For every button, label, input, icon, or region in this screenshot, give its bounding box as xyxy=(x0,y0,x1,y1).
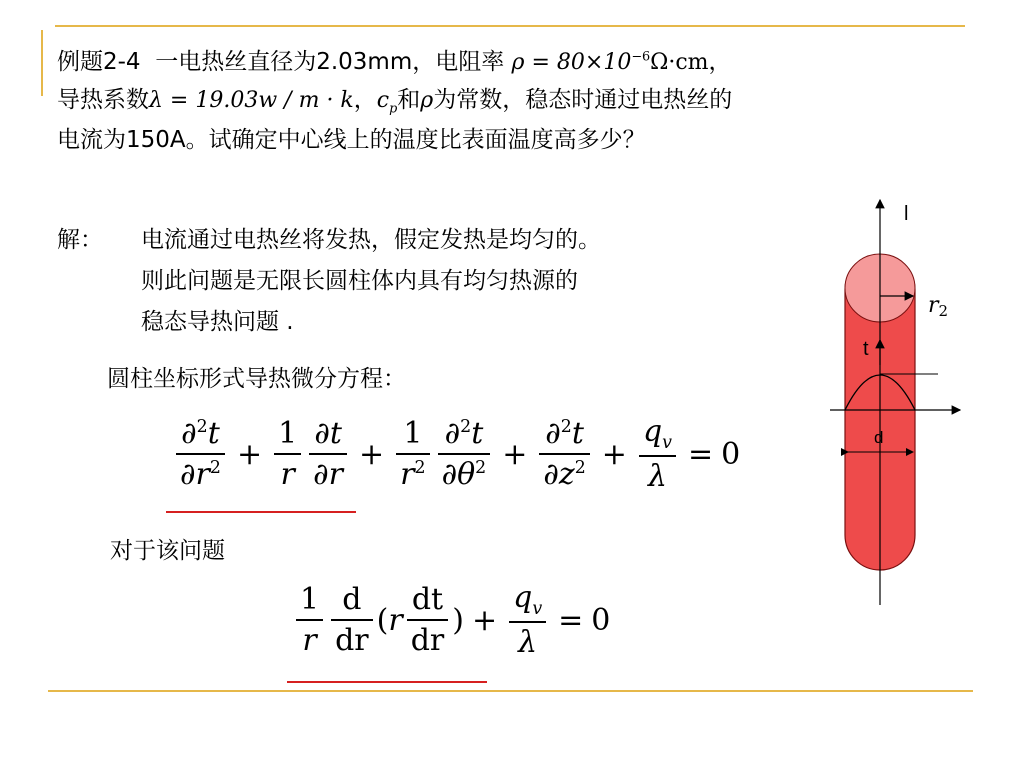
fraction-bar xyxy=(309,453,347,455)
numerator: 1 xyxy=(300,582,320,617)
term-one-over-r xyxy=(296,582,323,658)
plus-sign: + xyxy=(471,602,498,638)
plus-sign: + xyxy=(601,436,627,472)
label-l: l xyxy=(904,203,909,225)
numerator: dt xyxy=(411,582,444,617)
equals-sign: = xyxy=(687,436,714,472)
exponent: 2 xyxy=(475,458,487,478)
cp-sub: p xyxy=(389,101,398,117)
variable-t: t xyxy=(471,416,484,451)
variable-r: r xyxy=(388,602,403,638)
fraction-bar xyxy=(438,453,491,455)
plus-sign: + xyxy=(236,436,263,472)
resistivity-value: ρ = 80×10 xyxy=(511,50,632,75)
partial-symbol: ∂ xyxy=(181,416,197,451)
label-r-sub: 2 xyxy=(938,302,949,320)
denominator: r xyxy=(280,457,295,492)
term-one-over-r xyxy=(274,416,301,492)
partial-symbol: ∂ xyxy=(444,416,461,451)
fraction-bar xyxy=(396,453,429,455)
variable-t: t xyxy=(207,416,220,451)
label-d: d xyxy=(874,428,884,447)
zero: 0 xyxy=(721,436,741,472)
denominator: ∂z xyxy=(543,457,575,492)
conductivity-value: λ = 19.03 xyxy=(149,88,259,113)
solution-line-3: 稳态导热问题 . xyxy=(141,309,294,335)
heat-source-q: q xyxy=(513,580,533,615)
denominator: λ xyxy=(518,625,538,660)
diameter-value: 2.03mm xyxy=(316,49,413,75)
rho-symbol: ρ xyxy=(420,88,434,113)
problem-text: 电流为 xyxy=(57,127,126,153)
numerator: ∂t xyxy=(314,416,342,451)
zero: 0 xyxy=(591,602,611,638)
label-t: t xyxy=(863,338,869,360)
label-r-main: r xyxy=(928,293,939,318)
cylindrical-heat-equation xyxy=(172,414,740,494)
resistivity-exponent: −6 xyxy=(631,49,651,65)
problem-line-3 xyxy=(57,129,646,152)
current-value: 150A xyxy=(126,127,186,153)
term-source xyxy=(639,414,676,494)
denominator: dr xyxy=(410,623,445,658)
top-divider xyxy=(55,25,965,27)
exponent: 2 xyxy=(196,417,208,437)
denominator: ∂θ xyxy=(441,457,476,492)
equals-sign: = xyxy=(558,602,584,638)
bottom-divider xyxy=(48,690,973,692)
simplified-heat-equation xyxy=(292,580,610,660)
heat-source-q: q xyxy=(642,414,663,449)
term-d2t-dz2 xyxy=(539,416,589,492)
problem-text: 。试确定中心线上的温度比表面温度高多少？ xyxy=(185,127,646,153)
problem-line-2: 导热系数λ = 19.03w / m · k，$c_p$和ρ为常数，稳态时通过电热丝的 xyxy=(57,87,733,117)
term-d2t-dr2 xyxy=(176,416,225,492)
exponent: 2 xyxy=(414,458,426,478)
problem-text: 导热系数 xyxy=(57,87,149,113)
conductivity-unit: w / m · k xyxy=(258,88,354,113)
exponent: 2 xyxy=(460,417,472,437)
denominator: r xyxy=(400,457,415,492)
term-one-over-r2 xyxy=(396,416,429,492)
plus-sign: + xyxy=(502,436,528,472)
resistivity-expr xyxy=(512,50,709,75)
problem-text: 一电热丝直径为 xyxy=(155,49,317,75)
fraction-bar xyxy=(539,453,589,455)
eq2-underline xyxy=(287,681,487,683)
left-accent-bar xyxy=(41,30,43,96)
fraction-bar xyxy=(296,619,323,621)
cp-symbol xyxy=(376,88,398,117)
problem-text: 和 xyxy=(397,87,421,113)
term-source xyxy=(509,580,546,660)
denominator: ∂r xyxy=(313,457,344,492)
cylinder-figure xyxy=(820,190,970,610)
fraction-bar xyxy=(407,619,449,621)
subscript: v xyxy=(532,599,543,619)
solution-line-1: 电流通过电热丝将发热，假定发热是均匀的。 xyxy=(141,227,601,253)
for-problem-label: 对于该问题 xyxy=(110,538,225,564)
fraction-bar xyxy=(509,621,546,623)
solution-line-2: 则此问题是无限长圆柱体内具有均匀热源的 xyxy=(141,268,578,294)
exponent: 2 xyxy=(209,458,221,478)
variable-t: t xyxy=(571,416,584,451)
fraction-bar xyxy=(274,453,301,455)
subscript: v xyxy=(662,433,672,453)
cp-c: c xyxy=(376,88,390,113)
plus-sign: + xyxy=(359,436,385,472)
denominator: dr xyxy=(335,623,369,658)
term-dt-dr xyxy=(309,416,347,492)
problem-text: 为常数，稳态时通过电热丝的 xyxy=(433,87,733,113)
equation-heading: 圆柱坐标形式导热微分方程： xyxy=(107,366,406,392)
right-paren: ) xyxy=(452,602,464,638)
resistivity-unit: Ω·cm xyxy=(650,50,709,75)
eq1-underline xyxy=(166,511,356,513)
problem-number: 2-4 xyxy=(103,49,141,75)
term-d-dr xyxy=(331,582,373,658)
numerator: d xyxy=(342,582,362,617)
numerator: 1 xyxy=(278,416,298,451)
problem-label: 例题 xyxy=(57,49,103,75)
exponent: 2 xyxy=(574,458,586,478)
denominator: r xyxy=(302,623,317,658)
problem-text: ，电阻率 xyxy=(412,49,505,75)
fraction-bar xyxy=(331,619,373,621)
exponent: 2 xyxy=(560,417,572,437)
partial-symbol: ∂ xyxy=(545,416,561,451)
fraction-bar xyxy=(176,453,225,455)
solution-label: 解： xyxy=(57,227,103,253)
term-dt-dr xyxy=(407,582,449,658)
term-d2t-dtheta2 xyxy=(438,416,491,492)
label-r xyxy=(928,293,948,320)
conductivity-expr xyxy=(149,88,354,113)
denominator: ∂r xyxy=(180,457,210,492)
problem-line-1: 例题2-4 一电热丝直径为2.03mm，电阻率 $\rho = 80\times 10^{-6}\Omega\cdot cm$， xyxy=(57,49,732,75)
fraction-bar xyxy=(639,455,676,457)
left-paren: ( xyxy=(376,602,389,638)
numerator: 1 xyxy=(403,416,423,451)
denominator: λ xyxy=(647,459,667,494)
